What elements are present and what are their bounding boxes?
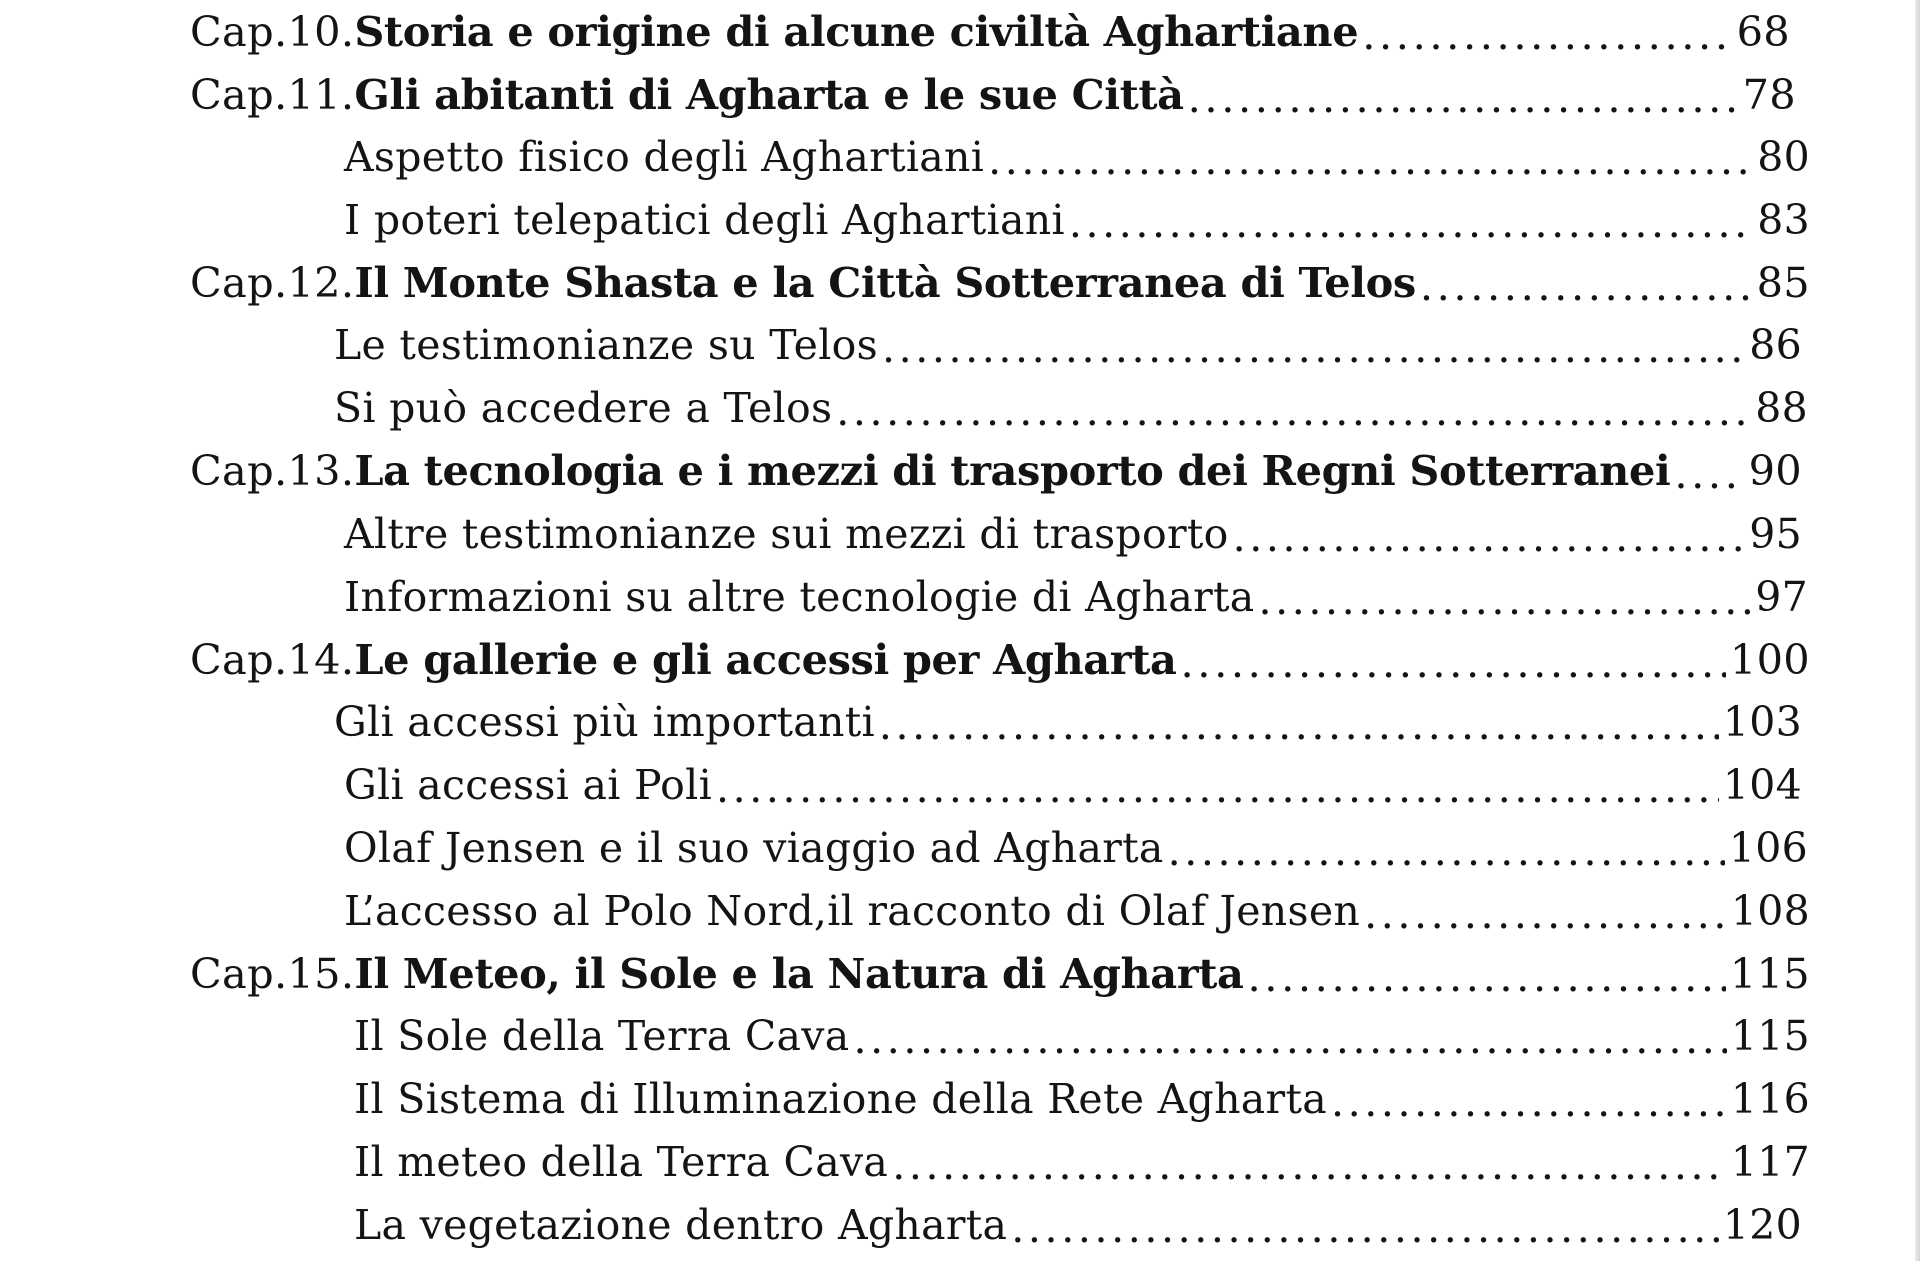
section-title: Gli accessi ai Poli (344, 760, 712, 809)
section-title: L’accesso al Polo Nord,il racconto di Olaf Jensen (344, 886, 1361, 935)
toc-section[interactable] (190, 377, 1822, 440)
dot-leader (1259, 576, 1752, 624)
section-title: Aspetto fisico degli Aghartiani (344, 132, 985, 181)
page-number: 97 (1755, 572, 1808, 621)
chapter-title: La tecnologia e i mezzi di trasporto dei Regni Sotterranei (354, 446, 1671, 496)
chapter-title: Le gallerie e gli accessi per Agharta (354, 634, 1177, 684)
section-title: I poteri telepatici degli Aghartiani (344, 195, 1065, 244)
section-title: Le testimonianze su Telos (334, 321, 878, 370)
toc-section[interactable] (190, 879, 1822, 942)
page-number: 116 (1730, 1074, 1810, 1123)
chapter-number: Cap.14. (190, 634, 355, 684)
dot-leader (1364, 890, 1727, 938)
page-number: 95 (1749, 509, 1802, 558)
toc-chapter-11[interactable] (190, 63, 1822, 126)
toc-section[interactable] (190, 314, 1822, 377)
dot-leader (1011, 1204, 1719, 1252)
table-of-contents (190, 0, 1822, 1256)
dot-leader (853, 1015, 1726, 1063)
toc-section[interactable] (190, 816, 1822, 879)
dot-leader (1247, 952, 1725, 1001)
page-number: 83 (1757, 195, 1810, 244)
section-title: Il Sistema di Illuminazione della Rete Agharta (354, 1074, 1327, 1123)
page-number: 115 (1730, 1012, 1810, 1061)
page-number: 100 (1729, 634, 1810, 684)
page-number: 117 (1730, 1137, 1810, 1186)
chapter-title: Gli abitanti di Agharta e le sue Città (354, 69, 1184, 119)
page-number: 90 (1748, 446, 1802, 496)
dot-leader (892, 1141, 1727, 1189)
page-number: 80 (1757, 132, 1810, 181)
dot-leader (879, 701, 1719, 749)
dot-leader (1674, 449, 1744, 498)
dot-leader (1362, 10, 1732, 59)
page-number: 88 (1755, 384, 1808, 433)
toc-section[interactable] (190, 1068, 1822, 1131)
page-edge-shadow (1915, 0, 1920, 1261)
dot-leader (1069, 199, 1753, 247)
page-number: 106 (1728, 823, 1808, 872)
section-title: Informazioni su altre tecnologie di Agharta (344, 572, 1255, 621)
section-title: Altre testimonianze sui mezzi di trasporto (344, 509, 1229, 558)
toc-chapter-15[interactable] (190, 942, 1822, 1005)
page-number: 115 (1729, 948, 1810, 998)
chapter-title: Storia e origine di alcune civiltà Aghartiane (354, 6, 1359, 56)
toc-section[interactable] (190, 1193, 1822, 1256)
toc-section[interactable] (190, 691, 1822, 754)
page-number: 86 (1749, 321, 1802, 370)
dot-leader (882, 324, 1745, 372)
chapter-title: Il Monte Shasta e la Città Sotterranea di Telos (354, 258, 1416, 308)
section-title: La vegetazione dentro Agharta (354, 1200, 1008, 1249)
page-number: 68 (1736, 6, 1790, 56)
chapter-number: Cap.12. (190, 258, 355, 308)
section-title: Il meteo della Terra Cava (354, 1137, 889, 1186)
chapter-title: Il Meteo, il Sole e la Natura di Agharta (354, 948, 1244, 998)
toc-section[interactable] (190, 754, 1822, 817)
toc-section[interactable] (190, 126, 1822, 189)
chapter-number: Cap.15. (190, 948, 355, 998)
page-number: 85 (1756, 258, 1810, 308)
section-title: Gli accessi più importanti (334, 698, 875, 747)
chapter-number: Cap.10. (190, 6, 355, 56)
section-title: Il Sole della Terra Cava (354, 1012, 850, 1061)
chapter-number: Cap.13. (190, 446, 355, 496)
dot-leader (1188, 73, 1739, 122)
section-title: Si può accedere a Telos (334, 384, 833, 433)
page-number: 108 (1730, 886, 1810, 935)
toc-section[interactable] (190, 1130, 1822, 1193)
page-number: 78 (1742, 69, 1796, 119)
section-title: Olaf Jensen e il suo viaggio ad Agharta (344, 823, 1164, 872)
dot-leader (1233, 513, 1746, 561)
chapter-number: Cap.11. (190, 69, 355, 119)
toc-chapter-12[interactable] (190, 251, 1822, 314)
dot-leader (1168, 827, 1725, 875)
dot-leader (836, 387, 1751, 435)
page-number: 104 (1722, 760, 1802, 809)
dot-leader (1420, 261, 1753, 310)
toc-section[interactable] (190, 1005, 1822, 1068)
toc-chapter-13[interactable] (190, 440, 1822, 503)
dot-leader (988, 136, 1753, 184)
toc-section[interactable] (190, 565, 1822, 628)
toc-section[interactable] (190, 188, 1822, 251)
dot-leader (716, 764, 1719, 812)
toc-chapter-10[interactable] (190, 0, 1822, 63)
dot-leader (1180, 638, 1725, 687)
page-number: 120 (1722, 1200, 1802, 1249)
toc-section[interactable] (190, 502, 1822, 565)
toc-chapter-14[interactable] (190, 628, 1822, 691)
page-number: 103 (1722, 698, 1802, 747)
dot-leader (1331, 1078, 1727, 1126)
